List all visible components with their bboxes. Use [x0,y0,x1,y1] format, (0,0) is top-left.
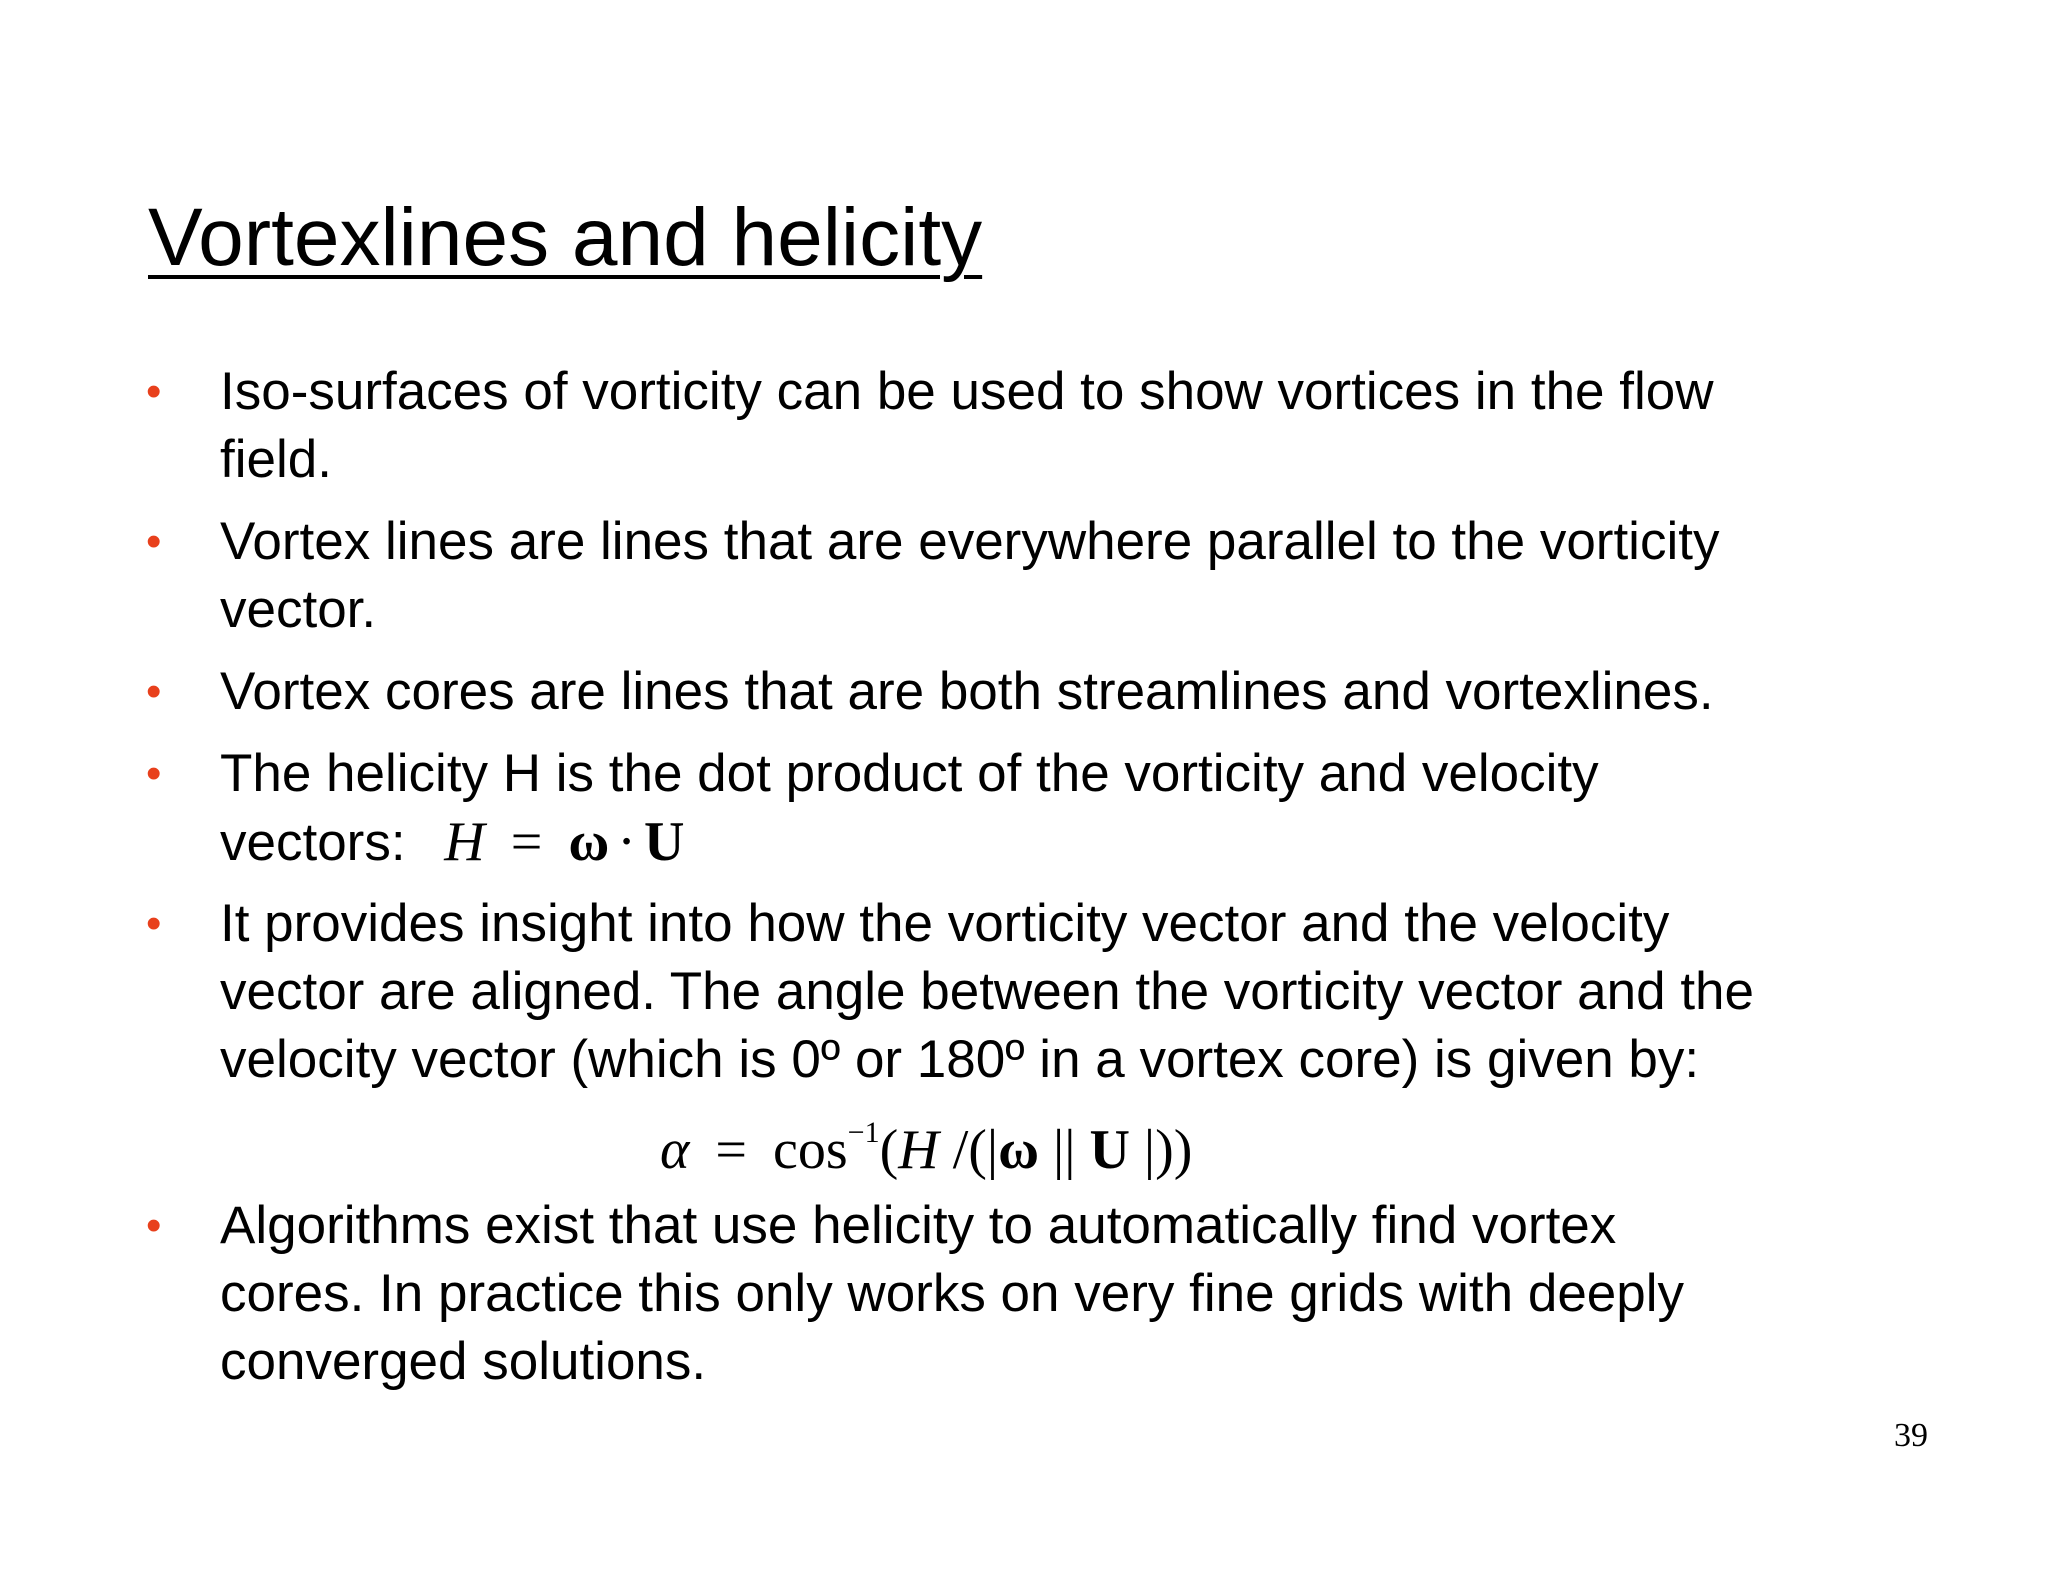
bullet-line: converged solutions. [220,1332,707,1391]
formula-slash: /(| [938,1119,999,1181]
bullet-text [220,1192,1920,1396]
formula-equals: = [510,811,543,873]
formula-u: U [643,811,685,873]
formula-exponent: −1 [847,1116,880,1149]
bullet-marker: • [146,899,162,948]
bullet-text [220,508,1920,644]
formula-alpha-symbol: α [660,1119,690,1181]
formula-omega: ω [998,1119,1040,1181]
formula-bars: || [1039,1119,1090,1181]
bullet-line [220,808,1920,876]
bullet-text [220,890,1920,1094]
formula-equals: = [715,1119,747,1181]
formula-u: U [1089,1119,1130,1181]
bullet-line: Iso-surfaces of vorticity can be used to show vortices in the flow [220,362,1714,421]
bullet-line: cores. In practice this only works on very fine grids with deeply [220,1264,1685,1323]
bullet-line: vector. [220,580,377,639]
bullet-marker: • [146,1201,162,1250]
helicity-formula [420,811,684,873]
bullet-marker: • [146,367,162,416]
bullet-line: It provides insight into how the vorticity vector and the velocity [220,894,1670,953]
bullet-text [220,740,1920,876]
bullet-text [220,658,1920,726]
bullet-line: velocity vector (which is 0º or 180º in a vortex core) is given by: [220,1030,1700,1089]
bullet-text [220,358,1920,494]
alpha-formula [660,1098,1192,1185]
formula-omega: ω [568,811,610,873]
bullet-line: vector are aligned. The angle between the vorticity vector and the [220,962,1754,1021]
bullet-marker: • [146,517,162,566]
bullet-line: The helicity H is the dot product of the vorticity and velocity [220,744,1599,803]
bullet-line: Algorithms exist that use helicity to automatically find vortex [220,1196,1617,1255]
formula-open-paren: ( [879,1119,899,1181]
formula-h: H [444,811,485,873]
page-number: 39 [1894,1417,1928,1454]
formula-close: |)) [1129,1119,1193,1181]
formula-dot: · [617,811,636,873]
bullet-marker: • [146,667,162,716]
bullet-line: Vortex lines are lines that are everywhere parallel to the vorticity [220,512,1720,571]
bullet-line: field. [220,430,332,489]
slide-title: Vortexlines and helicity [148,192,983,283]
bullet-line-text: vectors: [220,813,406,872]
formula-h: H [898,1119,939,1181]
formula-cos: cos [773,1119,848,1181]
bullet-line: Vortex cores are lines that are both streamlines and vortexlines. [220,662,1714,721]
bullet-marker: • [146,749,162,798]
